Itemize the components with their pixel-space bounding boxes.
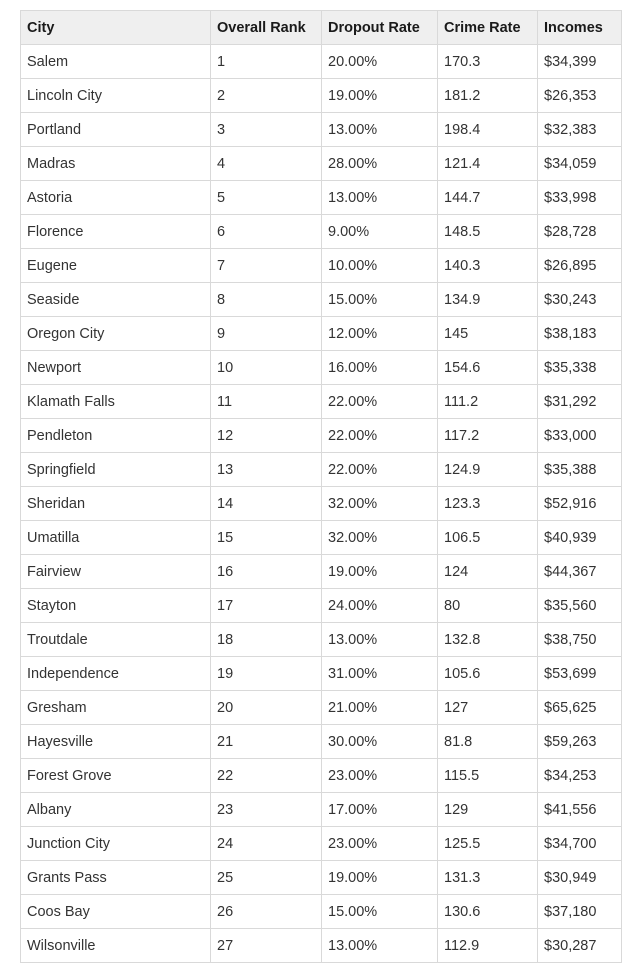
cell-crime-rate: 130.6 <box>438 895 538 929</box>
table-row <box>21 147 622 181</box>
table-row <box>21 317 622 351</box>
cell-incomes: $40,939 <box>538 521 622 555</box>
cell-city: Madras <box>21 147 211 181</box>
cell-overall-rank: 23 <box>211 793 322 827</box>
cell-overall-rank: 18 <box>211 623 322 657</box>
cell-crime-rate: 105.6 <box>438 657 538 691</box>
cell-crime-rate: 124.9 <box>438 453 538 487</box>
cell-dropout-rate: 22.00% <box>322 453 438 487</box>
table-row <box>21 385 622 419</box>
cell-dropout-rate: 23.00% <box>322 827 438 861</box>
cell-crime-rate: 144.7 <box>438 181 538 215</box>
cell-incomes: $31,292 <box>538 385 622 419</box>
cell-overall-rank: 2 <box>211 79 322 113</box>
cell-dropout-rate: 9.00% <box>322 215 438 249</box>
cell-incomes: $26,895 <box>538 249 622 283</box>
cell-incomes: $59,263 <box>538 725 622 759</box>
cell-incomes: $34,700 <box>538 827 622 861</box>
cell-overall-rank: 26 <box>211 895 322 929</box>
cell-city: Umatilla <box>21 521 211 555</box>
cell-dropout-rate: 13.00% <box>322 929 438 963</box>
table-row <box>21 249 622 283</box>
cell-crime-rate: 198.4 <box>438 113 538 147</box>
cell-dropout-rate: 20.00% <box>322 45 438 79</box>
cell-overall-rank: 13 <box>211 453 322 487</box>
cell-dropout-rate: 22.00% <box>322 385 438 419</box>
header-crime-rate: Crime Rate <box>438 11 538 45</box>
cell-dropout-rate: 13.00% <box>322 623 438 657</box>
cell-city: Portland <box>21 113 211 147</box>
cell-city: Coos Bay <box>21 895 211 929</box>
cell-crime-rate: 123.3 <box>438 487 538 521</box>
cell-incomes: $35,560 <box>538 589 622 623</box>
header-dropout-rate: Dropout Rate <box>322 11 438 45</box>
cell-incomes: $52,916 <box>538 487 622 521</box>
cell-crime-rate: 117.2 <box>438 419 538 453</box>
table-row <box>21 793 622 827</box>
cell-dropout-rate: 13.00% <box>322 113 438 147</box>
cell-dropout-rate: 13.00% <box>322 181 438 215</box>
cell-dropout-rate: 30.00% <box>322 725 438 759</box>
table-row <box>21 895 622 929</box>
cell-dropout-rate: 16.00% <box>322 351 438 385</box>
cell-city: Gresham <box>21 691 211 725</box>
cell-dropout-rate: 31.00% <box>322 657 438 691</box>
cell-city: Albany <box>21 793 211 827</box>
cell-overall-rank: 21 <box>211 725 322 759</box>
table-row <box>21 45 622 79</box>
cell-overall-rank: 20 <box>211 691 322 725</box>
cell-incomes: $34,059 <box>538 147 622 181</box>
table-row <box>21 589 622 623</box>
table-row <box>21 691 622 725</box>
cell-overall-rank: 15 <box>211 521 322 555</box>
table-row <box>21 827 622 861</box>
cell-incomes: $28,728 <box>538 215 622 249</box>
cell-city: Fairview <box>21 555 211 589</box>
cell-dropout-rate: 22.00% <box>322 419 438 453</box>
cell-crime-rate: 134.9 <box>438 283 538 317</box>
cell-incomes: $41,556 <box>538 793 622 827</box>
cell-city: Wilsonville <box>21 929 211 963</box>
cell-incomes: $37,180 <box>538 895 622 929</box>
cell-overall-rank: 9 <box>211 317 322 351</box>
cell-dropout-rate: 15.00% <box>322 283 438 317</box>
cell-city: Florence <box>21 215 211 249</box>
table-row <box>21 79 622 113</box>
table-header-row <box>21 11 622 45</box>
cell-overall-rank: 7 <box>211 249 322 283</box>
cell-overall-rank: 4 <box>211 147 322 181</box>
cell-incomes: $34,253 <box>538 759 622 793</box>
cell-overall-rank: 27 <box>211 929 322 963</box>
cell-dropout-rate: 19.00% <box>322 79 438 113</box>
cell-overall-rank: 8 <box>211 283 322 317</box>
cell-incomes: $38,183 <box>538 317 622 351</box>
cell-overall-rank: 25 <box>211 861 322 895</box>
cell-overall-rank: 1 <box>211 45 322 79</box>
cell-incomes: $30,949 <box>538 861 622 895</box>
cell-incomes: $30,287 <box>538 929 622 963</box>
cell-crime-rate: 140.3 <box>438 249 538 283</box>
cell-city: Astoria <box>21 181 211 215</box>
table-row <box>21 555 622 589</box>
cell-overall-rank: 5 <box>211 181 322 215</box>
cell-crime-rate: 111.2 <box>438 385 538 419</box>
cell-dropout-rate: 19.00% <box>322 861 438 895</box>
cell-overall-rank: 6 <box>211 215 322 249</box>
cell-dropout-rate: 15.00% <box>322 895 438 929</box>
cell-crime-rate: 181.2 <box>438 79 538 113</box>
cell-crime-rate: 80 <box>438 589 538 623</box>
cell-dropout-rate: 12.00% <box>322 317 438 351</box>
cell-crime-rate: 148.5 <box>438 215 538 249</box>
city-rankings-table <box>20 10 622 963</box>
cell-incomes: $35,338 <box>538 351 622 385</box>
cell-overall-rank: 14 <box>211 487 322 521</box>
cell-city: Klamath Falls <box>21 385 211 419</box>
cell-dropout-rate: 28.00% <box>322 147 438 181</box>
table-row <box>21 521 622 555</box>
cell-overall-rank: 22 <box>211 759 322 793</box>
cell-incomes: $33,998 <box>538 181 622 215</box>
table-row <box>21 283 622 317</box>
cell-incomes: $38,750 <box>538 623 622 657</box>
header-overall-rank: Overall Rank <box>211 11 322 45</box>
cell-city: Salem <box>21 45 211 79</box>
cell-overall-rank: 3 <box>211 113 322 147</box>
cell-city: Seaside <box>21 283 211 317</box>
cell-crime-rate: 115.5 <box>438 759 538 793</box>
cell-city: Springfield <box>21 453 211 487</box>
cell-city: Newport <box>21 351 211 385</box>
cell-crime-rate: 131.3 <box>438 861 538 895</box>
table-row <box>21 623 622 657</box>
cell-crime-rate: 154.6 <box>438 351 538 385</box>
table-row <box>21 113 622 147</box>
cell-dropout-rate: 23.00% <box>322 759 438 793</box>
rankings-table-container <box>20 10 621 963</box>
header-city: City <box>21 11 211 45</box>
cell-crime-rate: 129 <box>438 793 538 827</box>
cell-overall-rank: 17 <box>211 589 322 623</box>
cell-incomes: $26,353 <box>538 79 622 113</box>
cell-crime-rate: 112.9 <box>438 929 538 963</box>
cell-overall-rank: 19 <box>211 657 322 691</box>
cell-overall-rank: 24 <box>211 827 322 861</box>
cell-city: Independence <box>21 657 211 691</box>
table-row <box>21 759 622 793</box>
cell-dropout-rate: 24.00% <box>322 589 438 623</box>
cell-crime-rate: 145 <box>438 317 538 351</box>
cell-overall-rank: 12 <box>211 419 322 453</box>
cell-crime-rate: 170.3 <box>438 45 538 79</box>
cell-incomes: $53,699 <box>538 657 622 691</box>
table-row <box>21 351 622 385</box>
table-row <box>21 487 622 521</box>
cell-incomes: $35,388 <box>538 453 622 487</box>
cell-incomes: $65,625 <box>538 691 622 725</box>
cell-city: Eugene <box>21 249 211 283</box>
table-row <box>21 453 622 487</box>
cell-city: Junction City <box>21 827 211 861</box>
cell-incomes: $34,399 <box>538 45 622 79</box>
cell-dropout-rate: 10.00% <box>322 249 438 283</box>
cell-incomes: $30,243 <box>538 283 622 317</box>
cell-overall-rank: 10 <box>211 351 322 385</box>
table-row <box>21 725 622 759</box>
cell-crime-rate: 132.8 <box>438 623 538 657</box>
cell-crime-rate: 124 <box>438 555 538 589</box>
table-row <box>21 929 622 963</box>
table-row <box>21 861 622 895</box>
table-body <box>21 45 622 963</box>
cell-dropout-rate: 21.00% <box>322 691 438 725</box>
table-row <box>21 419 622 453</box>
cell-incomes: $44,367 <box>538 555 622 589</box>
cell-dropout-rate: 32.00% <box>322 521 438 555</box>
cell-dropout-rate: 17.00% <box>322 793 438 827</box>
cell-city: Pendleton <box>21 419 211 453</box>
cell-crime-rate: 81.8 <box>438 725 538 759</box>
cell-crime-rate: 121.4 <box>438 147 538 181</box>
cell-city: Oregon City <box>21 317 211 351</box>
header-incomes: Incomes <box>538 11 622 45</box>
table-row <box>21 215 622 249</box>
cell-incomes: $33,000 <box>538 419 622 453</box>
table-row <box>21 181 622 215</box>
cell-incomes: $32,383 <box>538 113 622 147</box>
table-row <box>21 657 622 691</box>
cell-overall-rank: 11 <box>211 385 322 419</box>
cell-overall-rank: 16 <box>211 555 322 589</box>
cell-city: Forest Grove <box>21 759 211 793</box>
cell-crime-rate: 125.5 <box>438 827 538 861</box>
cell-city: Troutdale <box>21 623 211 657</box>
cell-city: Lincoln City <box>21 79 211 113</box>
cell-city: Sheridan <box>21 487 211 521</box>
cell-dropout-rate: 32.00% <box>322 487 438 521</box>
cell-city: Hayesville <box>21 725 211 759</box>
cell-dropout-rate: 19.00% <box>322 555 438 589</box>
cell-city: Stayton <box>21 589 211 623</box>
cell-city: Grants Pass <box>21 861 211 895</box>
cell-crime-rate: 106.5 <box>438 521 538 555</box>
cell-crime-rate: 127 <box>438 691 538 725</box>
